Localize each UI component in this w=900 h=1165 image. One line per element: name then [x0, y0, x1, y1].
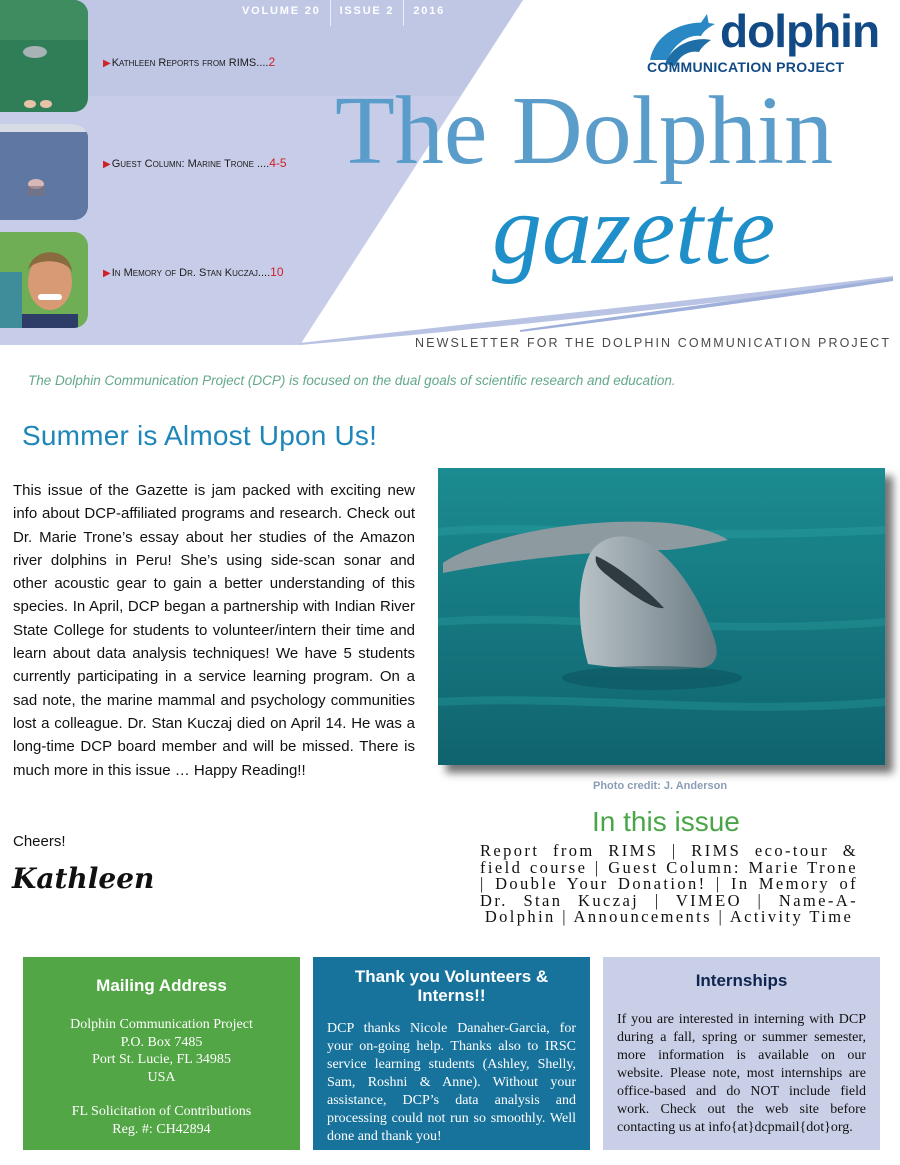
year-label: 2016 — [403, 0, 454, 26]
internships-text: If you are interested in interning with DCP during a fall, spring or summer semester, more information is available on our website. Please note, most internships are office-based and do NOT include field work. Check out the web site before contacting us at info{at}dcpmail{dot}org. — [617, 1012, 866, 1135]
logo-subtitle: COMMUNICATION PROJECT — [647, 59, 845, 75]
address-line: USA — [147, 1069, 176, 1085]
issue-bar — [233, 0, 454, 26]
arrow-right-icon: ▶ — [103, 268, 111, 279]
in-this-issue-heading: In this issue — [592, 806, 740, 837]
volunteers-text: DCP thanks Nicole Danaher-Garcia, for your on-going help. Thanks also to IRSC service learning students (Ashley, Shelly, Sam, Roshni & Anne). Without your assistance, DCP’s data analysis and processing could not run so smoothly. Well done and thank you! — [327, 1021, 576, 1144]
thumb-stan-kuczaj-portrait — [0, 232, 88, 328]
logo-wordmark: dolphin — [720, 5, 880, 57]
toc-item-guest-column[interactable]: ▶Guest Column: Marine Trone ....4-5 — [103, 156, 287, 170]
address-line: P.O. Box 7485 — [120, 1034, 203, 1050]
volunteers-box — [313, 957, 590, 1150]
closing-text: Cheers! — [13, 833, 66, 850]
photo-credit: Photo credit: J. Anderson — [593, 780, 728, 792]
toc-item-kathleen[interactable]: ▶Kathleen Reports from RIMS....2 — [103, 55, 276, 69]
registration-line: Reg. #: CH42894 — [112, 1122, 211, 1137]
internships-title: Internships — [695, 971, 788, 990]
arrow-right-icon: ▶ — [103, 58, 111, 69]
article-body: This issue of the Gazette is jam packed with exciting new info about DCP-affiliated programs and research. Check out Dr. Marie Trone’s essay about her studies of the Amazon river dolphins in Peru! She’s using side-scan sonar and other acoustic gear to gain a better understanding of this species. In April, DCP began a partnership with Indian River State College for students to volunteer/intern their time and learn about data analysis techniques! We have 5 students currently participating in a service learning program. On a sad note, the marine mammal and psychology communities lost a colleague. Dr. Stan Kuczaj died on April 14. He was a long-time DCP board member and will be missed. There is much more in this issue … Happy Reading!! — [13, 482, 415, 779]
thumb-river-dolphin — [0, 124, 88, 220]
toc-item-in-memory[interactable]: ▶In Memory of Dr. Stan Kuczaj....10 — [103, 265, 284, 279]
signature: Kathleen — [12, 862, 155, 895]
address-line: Port St. Lucie, FL 34985 — [92, 1052, 231, 1067]
in-this-issue-list: Report from RIMS | RIMS eco-tour & field course | Guest Column: Marie Trone | Double Your Donation! | In Memory of Dr. Stan Kuczaj | VIMEO | Name-A-Dolphin | Announcements | Activity Time — [480, 841, 858, 926]
thumb-kathleen-dolphin — [0, 0, 88, 112]
masthead-title: The Dolphin — [335, 77, 834, 185]
issue-label: ISSUE 2 — [330, 0, 404, 26]
mailing-address-lines — [37, 1016, 286, 1086]
solicitation-line: FL Solicitation of Contributions — [71, 1104, 252, 1119]
arrow-right-icon: ▶ — [103, 159, 111, 170]
article-headline: Summer is Almost Upon Us! — [22, 420, 378, 451]
mailing-address-title: Mailing Address — [96, 976, 227, 995]
masthead-title-gazette: gazette — [492, 174, 776, 285]
volunteers-title: Thank you Volunteers & Interns!! — [354, 967, 549, 1005]
solicitation-info — [37, 1103, 286, 1139]
mailing-address-box — [23, 957, 300, 1150]
volume-label: VOLUME 20 — [242, 5, 321, 17]
masthead-subtitle: NEWSLETTER FOR THE DOLPHIN COMMUNICATION PROJECT — [415, 336, 892, 350]
dolphin-photo — [438, 468, 885, 765]
mission-statement: The Dolphin Communication Project (DCP) is focused on the dual goals of scientific research and education. — [28, 373, 676, 388]
address-line: Dolphin Communication Project — [70, 1017, 253, 1032]
internships-box — [603, 957, 880, 1150]
